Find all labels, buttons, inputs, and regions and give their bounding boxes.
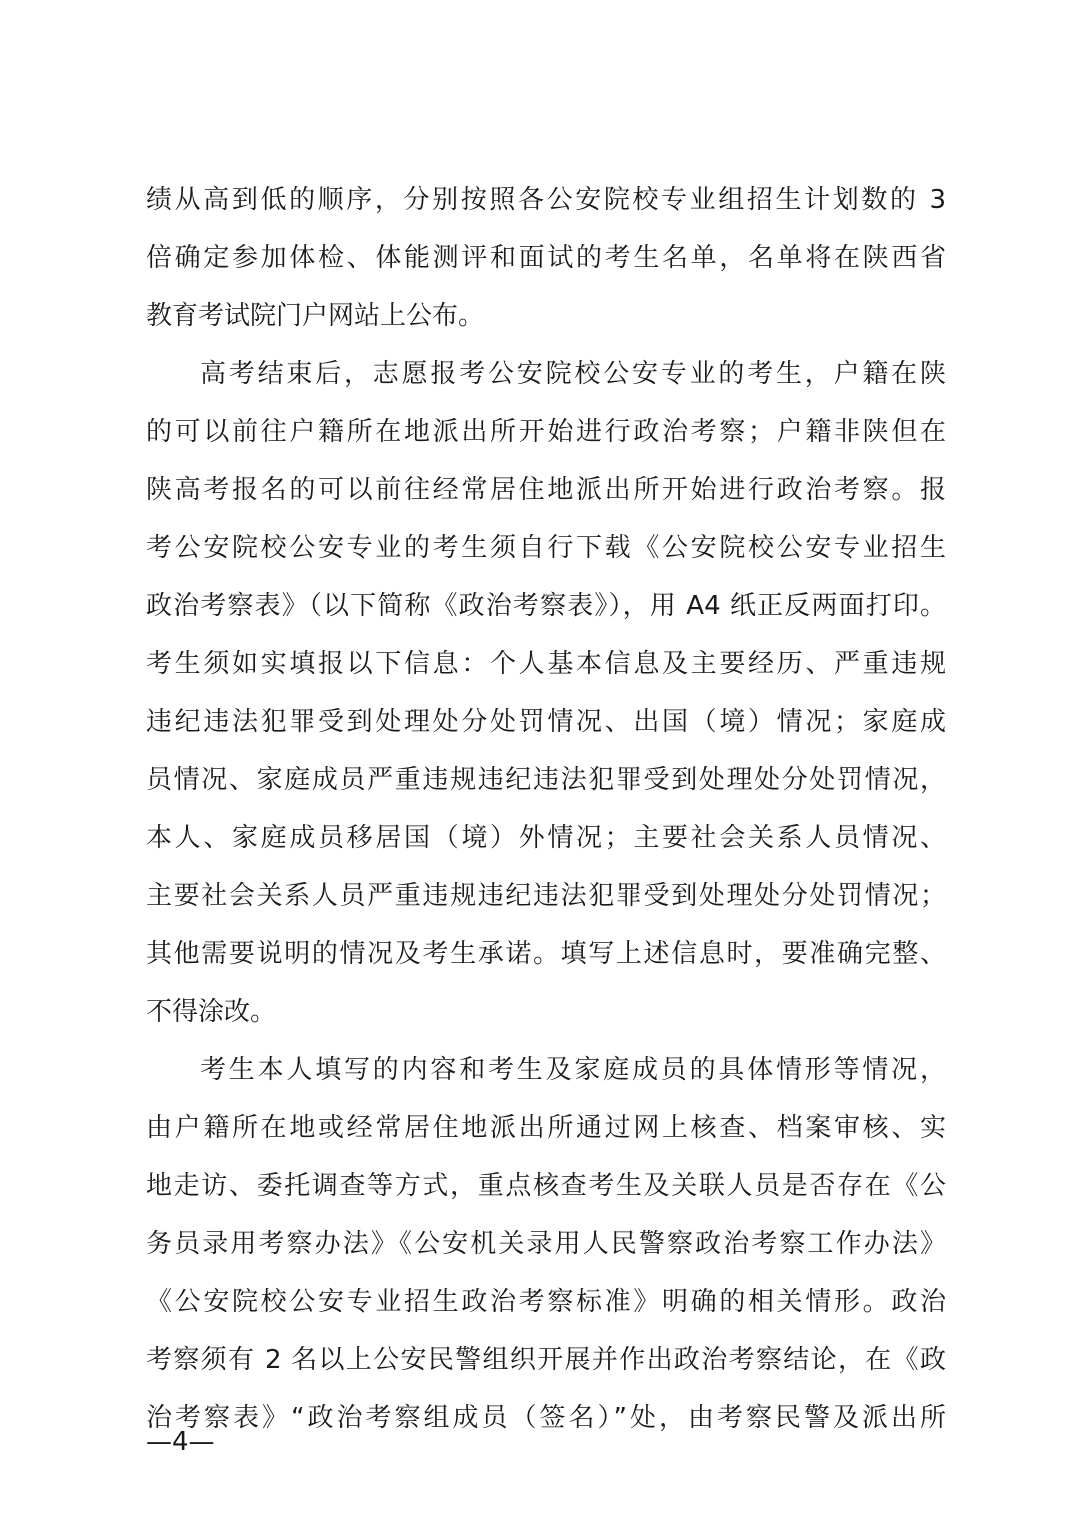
text-line: 陕高考报名的可以前往经常居住地派出所开始进行政治考察。报: [146, 475, 946, 505]
paragraph-first-line: 考生本人填写的内容和考生及家庭成员的具体情形等情况，: [200, 1055, 946, 1085]
page-number: —4—: [146, 1427, 215, 1457]
text-line: 务员录用考察办法》《公安机关录用人民警察政治考察工作办法》: [146, 1229, 946, 1259]
paragraph-first-line: 高考结束后，志愿报考公安院校公安专业的考生，户籍在陕: [200, 359, 946, 389]
text-line: 主要社会关系人员严重违规违纪违法犯罪受到处理处分处罚情况；: [146, 881, 946, 911]
text-line: 考生须如实填报以下信息：个人基本信息及主要经历、严重违规: [146, 649, 946, 679]
text-line: 不得涂改。: [146, 997, 277, 1027]
text-line: 治考察表》“政治考察组成员（签名）”处，由考察民警及派出所: [146, 1403, 946, 1433]
text-line: 本人、家庭成员移居国（境）外情况；主要社会关系人员情况、: [146, 823, 946, 853]
text-line: 政治考察表》（以下简称《政治考察表》），用 A4 纸正反两面打印。: [146, 591, 946, 621]
text-line: 《公安院校公安专业招生政治考察标准》明确的相关情形。政治: [146, 1287, 946, 1317]
text-line: 地走访、委托调查等方式，重点核查考生及关联人员是否存在《公: [146, 1171, 946, 1201]
text-line: 员情况、家庭成员严重违规违纪违法犯罪受到处理处分处罚情况，: [146, 765, 946, 795]
text-line: 违纪违法犯罪受到处理处分处罚情况、出国（境）情况；家庭成: [146, 707, 946, 737]
text-line: 倍确定参加体检、体能测评和面试的考生名单，名单将在陕西省: [146, 243, 946, 273]
text-line: 考察须有 2 名以上公安民警组织开展并作出政治考察结论，在《政: [146, 1345, 946, 1375]
text-line: 教育考试院门户网站上公布。: [146, 301, 485, 331]
text-line: 考公安院校公安专业的考生须自行下载《公安院校公安专业招生: [146, 533, 946, 563]
text-line: 的可以前往户籍所在地派出所开始进行政治考察；户籍非陕但在: [146, 417, 946, 447]
text-line: 其他需要说明的情况及考生承诺。填写上述信息时，要准确完整、: [146, 939, 946, 969]
text-line: 由户籍所在地或经常居住地派出所通过网上核查、档案审核、实: [146, 1113, 946, 1143]
text-line: 绩从高到低的顺序，分别按照各公安院校专业组招生计划数的 3: [146, 185, 946, 215]
